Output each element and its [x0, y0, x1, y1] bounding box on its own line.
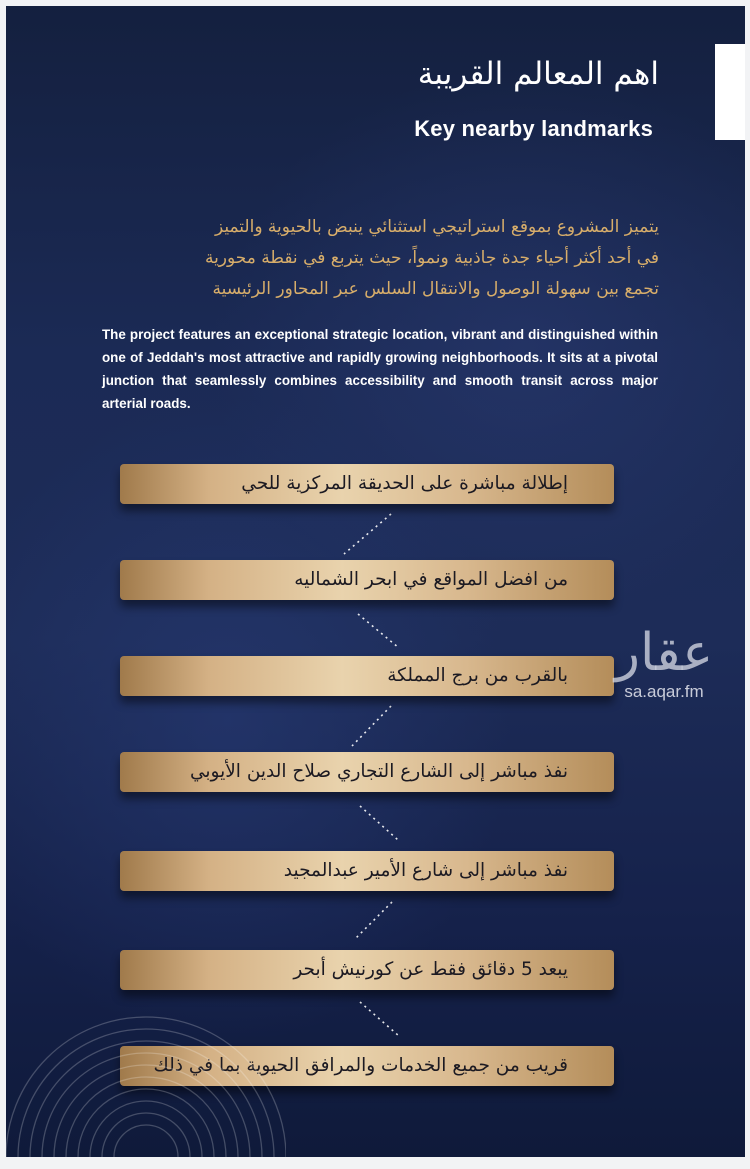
intro-line-ar: يتميز المشروع بموقع استراتيجي استثنائي ينبض بالحيوية والتميز: [214, 217, 659, 237]
landmark-label: إطلالة مباشرة على الحديقة المركزية للحي: [241, 473, 568, 494]
arc-pattern-decoration: [6, 957, 286, 1157]
connector-line: [352, 706, 391, 746]
landmark-item: [120, 560, 614, 600]
connector-line: [358, 614, 399, 648]
watermark-logo: عقار: [614, 623, 714, 683]
landmark-item: [120, 851, 614, 891]
intro-line-ar: تجمع بين سهولة الوصول والانتقال السلس عبر المحاور الرئيسية: [212, 279, 659, 299]
intro-paragraph-ar: [99, 212, 659, 305]
page-title-en: Key nearby landmarks: [414, 116, 653, 141]
landmarks-page: [6, 6, 745, 1157]
watermark-url: sa.aqar.fm: [624, 682, 704, 701]
connector-line: [360, 1002, 399, 1036]
landmark-label: يبعد 5 دقائق فقط عن كورنيش أبحر: [293, 959, 568, 980]
landmark-label: بالقرب من برج المملكة: [387, 665, 568, 686]
watermark: [594, 624, 734, 702]
connector-line: [360, 806, 398, 840]
landmark-label: قريب من جميع الخدمات والمرافق الحيوية بما في ذلك: [153, 1055, 568, 1076]
connector-line: [354, 902, 392, 940]
landmark-item: [120, 656, 614, 696]
connector-line: [344, 514, 391, 554]
corner-mark: [715, 44, 745, 140]
landmark-item: [120, 464, 614, 504]
intro-paragraph-en: The project features an exceptional strategic location, vibrant and distinguished within one of Jeddah's most attractive and rapidly growing neighborhoods. It sits at a pivotal junction that seamlessly combines accessibility and smooth transit across major arterial roads.: [102, 327, 658, 411]
landmark-label: نفذ مباشر إلى شارع الأمير عبدالمجيد: [283, 860, 568, 881]
landmark-label: نفذ مباشر إلى الشارع التجاري صلاح الدين الأيوبي: [189, 761, 568, 782]
landmark-item: [120, 752, 614, 792]
landmark-label: من افضل المواقع في ابحر الشماليه: [294, 569, 568, 590]
intro-line-ar: في أحد أكثر أحياء جدة جاذبية ونمواً، حيث يتربع في نقطة محورية: [204, 248, 659, 268]
page-title-ar: اهم المعالم القريبة: [417, 56, 659, 92]
